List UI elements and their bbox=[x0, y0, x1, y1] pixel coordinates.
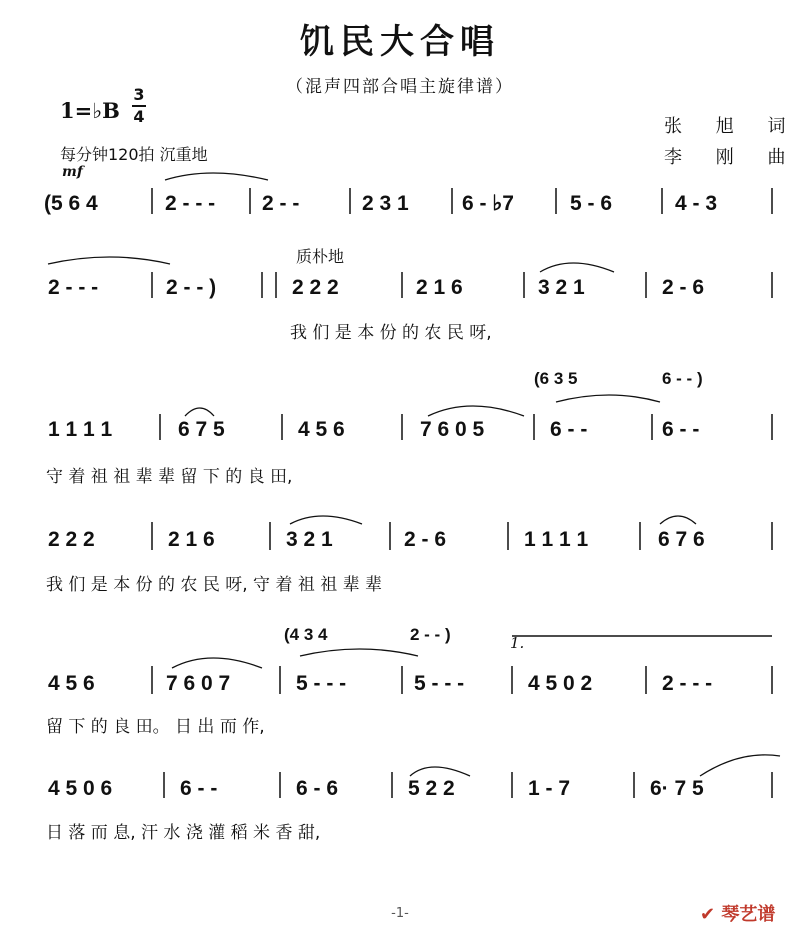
svg-text:6 - 6: 6 - 6 bbox=[296, 777, 339, 800]
svg-text:4 - 3: 4 - 3 bbox=[675, 192, 718, 215]
volta-marking: 1. bbox=[510, 634, 525, 652]
lyricist-credit: 张 旭 词 bbox=[664, 116, 800, 137]
svg-text:6 - -: 6 - - bbox=[180, 777, 218, 800]
svg-text:2 - - ): 2 - - ) bbox=[410, 625, 451, 644]
svg-text:1 1 1 1: 1 1 1 1 bbox=[48, 418, 113, 441]
svg-text:5 - - -: 5 - - - bbox=[414, 672, 465, 695]
svg-text:2 - 6: 2 - 6 bbox=[404, 528, 447, 551]
svg-text:6 - -: 6 - - bbox=[550, 418, 588, 441]
svg-text:1 - 7: 1 - 7 bbox=[528, 777, 571, 800]
svg-text:2 - - -: 2 - - - bbox=[48, 276, 99, 299]
page-number: -1- bbox=[391, 906, 409, 921]
svg-text:5 - 6: 5 - 6 bbox=[570, 192, 613, 215]
svg-text:3 2 1: 3 2 1 bbox=[538, 276, 585, 299]
svg-text:2 - - ): 2 - - ) bbox=[166, 276, 217, 299]
svg-text:2 - 6: 2 - 6 bbox=[662, 276, 705, 299]
svg-text:4 5 0 2: 4 5 0 2 bbox=[528, 672, 593, 695]
lyrics-line-5: 留 下 的 良 田。 日 出 而 作, bbox=[46, 717, 265, 737]
composer-credit: 李 刚 曲 bbox=[664, 147, 800, 168]
svg-text:6· 7 5: 6· 7 5 bbox=[650, 777, 704, 800]
dynamic-marking: mf bbox=[62, 164, 83, 180]
svg-text:6 7 5: 6 7 5 bbox=[178, 418, 225, 441]
lyrics-line-6: 日 落 而 息, 汗 水 浇 灌 稻 米 香 甜, bbox=[46, 823, 321, 843]
key-signature: 1=♭B bbox=[60, 98, 120, 123]
svg-text:2 - - -: 2 - - - bbox=[165, 192, 216, 215]
svg-text:6 - - ): 6 - - ) bbox=[662, 369, 703, 388]
time-signature-top: 3 bbox=[133, 85, 145, 104]
song-title: 饥民大合唱 bbox=[300, 22, 500, 62]
svg-text:5 2 2: 5 2 2 bbox=[408, 777, 455, 800]
svg-text:6 - ♭7: 6 - ♭7 bbox=[462, 192, 514, 215]
svg-text:(4 3 4: (4 3 4 bbox=[284, 625, 328, 644]
svg-text:6 - -: 6 - - bbox=[662, 418, 700, 441]
site-logo bbox=[700, 900, 775, 926]
svg-text:7 6 0 5: 7 6 0 5 bbox=[420, 418, 485, 441]
svg-text:2 1 6: 2 1 6 bbox=[416, 276, 463, 299]
svg-text:6 7 6: 6 7 6 bbox=[658, 528, 705, 551]
expression-marking: 质朴地 bbox=[296, 247, 345, 266]
svg-text:3 2 1: 3 2 1 bbox=[286, 528, 333, 551]
tempo-marking: 每分钟120拍 沉重地 bbox=[60, 145, 208, 164]
svg-text:4 5 6: 4 5 6 bbox=[48, 672, 95, 695]
svg-text:4 5 6: 4 5 6 bbox=[298, 418, 345, 441]
svg-text:(6 3 5: (6 3 5 bbox=[534, 369, 578, 388]
svg-text:2 1 6: 2 1 6 bbox=[168, 528, 215, 551]
svg-text:1 1 1 1: 1 1 1 1 bbox=[524, 528, 589, 551]
time-signature-bottom: 4 bbox=[133, 107, 145, 126]
svg-text:7 6 0 7: 7 6 0 7 bbox=[166, 672, 231, 695]
lyrics-line-2: 我 们 是 本 份 的 农 民 呀, bbox=[290, 323, 492, 343]
logo-icon: ✔ bbox=[700, 904, 716, 925]
svg-text:5 - - -: 5 - - - bbox=[296, 672, 347, 695]
svg-text:2 - - -: 2 - - - bbox=[662, 672, 713, 695]
svg-text:2 2 2: 2 2 2 bbox=[292, 276, 339, 299]
logo-text: 琴艺谱 bbox=[721, 904, 776, 925]
svg-text:2 2 2: 2 2 2 bbox=[48, 528, 95, 551]
song-subtitle: （混声四部合唱主旋律谱） bbox=[286, 77, 514, 97]
svg-text:2 - -: 2 - - bbox=[262, 192, 300, 215]
lyrics-line-3: 守 着 祖 祖 辈 辈 留 下 的 良 田, bbox=[46, 467, 293, 487]
svg-text:2 3 1: 2 3 1 bbox=[362, 192, 409, 215]
svg-text:(5 6 4: (5 6 4 bbox=[44, 192, 98, 215]
svg-text:4 5 0 6: 4 5 0 6 bbox=[48, 777, 113, 800]
lyrics-line-4: 我 们 是 本 份 的 农 民 呀, 守 着 祖 祖 辈 辈 bbox=[46, 575, 383, 595]
